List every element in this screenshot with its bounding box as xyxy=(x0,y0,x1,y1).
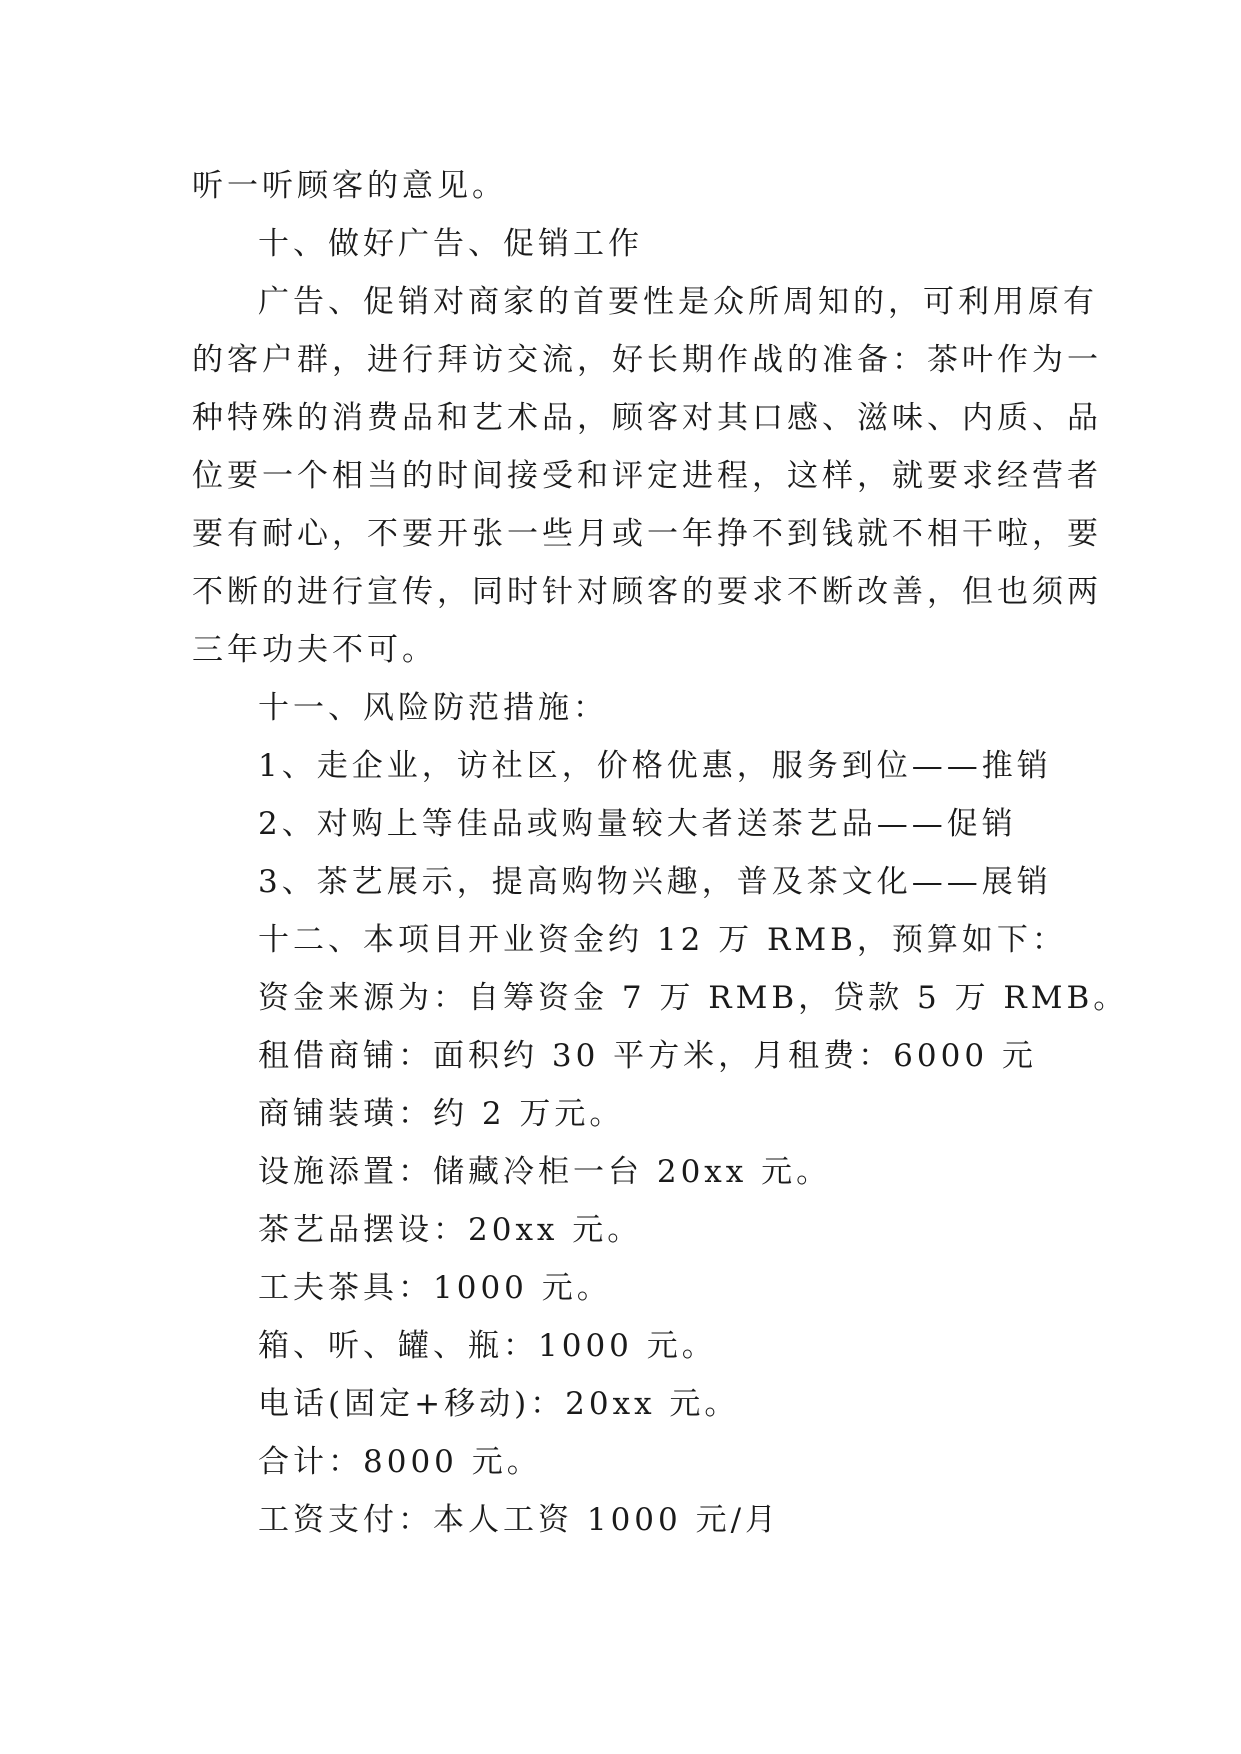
paragraph-line: 三年功夫不可。 xyxy=(192,632,437,668)
list-item: 2、对购上等佳品或购量较大者送茶艺品——促销 xyxy=(258,806,1017,842)
paragraph-line: 的客户群，进行拜访交流，好长期作战的准备：茶叶作为一 xyxy=(192,342,1102,378)
budget-line: 租借商铺：面积约 30 平方米，月租费：6000 元 xyxy=(258,1038,1037,1074)
budget-line: 设施添置：储藏冷柜一台 20xx 元。 xyxy=(258,1154,832,1190)
budget-line: 商铺装璜：约 2 万元。 xyxy=(258,1096,625,1132)
budget-line: 工夫茶具：1000 元。 xyxy=(258,1270,612,1306)
budget-line: 电话(固定+移动)：20xx 元。 xyxy=(258,1386,740,1422)
paragraph-line: 听一听顾客的意见。 xyxy=(192,168,507,204)
list-item: 1、走企业，访社区，价格优惠，服务到位——推销 xyxy=(258,748,1052,784)
paragraph-line: 广告、促销对商家的首要性是众所周知的，可利用原有 xyxy=(258,284,1098,320)
section-heading-11: 十一、风险防范措施： xyxy=(258,690,608,726)
paragraph-line: 种特殊的消费品和艺术品，顾客对其口感、滋味、内质、品 xyxy=(192,400,1102,436)
list-item: 3、茶艺展示，提高购物兴趣，普及茶文化——展销 xyxy=(258,864,1052,900)
budget-line: 工资支付：本人工资 1000 元/月 xyxy=(258,1502,781,1538)
section-heading-10: 十、做好广告、促销工作 xyxy=(258,226,643,262)
paragraph-line: 位要一个相当的时间接受和评定进程，这样，就要求经营者 xyxy=(192,458,1102,494)
paragraph-line: 不断的进行宣传，同时针对顾客的要求不断改善，但也须两 xyxy=(192,574,1102,610)
section-heading-12: 十二、本项目开业资金约 12 万 RMB，预算如下： xyxy=(258,922,1067,958)
budget-line: 茶艺品摆设：20xx 元。 xyxy=(258,1212,643,1248)
budget-line: 箱、听、罐、瓶：1000 元。 xyxy=(258,1328,717,1364)
budget-total: 合计：8000 元。 xyxy=(258,1444,542,1480)
paragraph-line: 要有耐心，不要开张一些月或一年挣不到钱就不相干啦，要 xyxy=(192,516,1102,552)
budget-line: 资金来源为：自筹资金 7 万 RMB，贷款 5 万 RMB。 xyxy=(258,980,1129,1016)
